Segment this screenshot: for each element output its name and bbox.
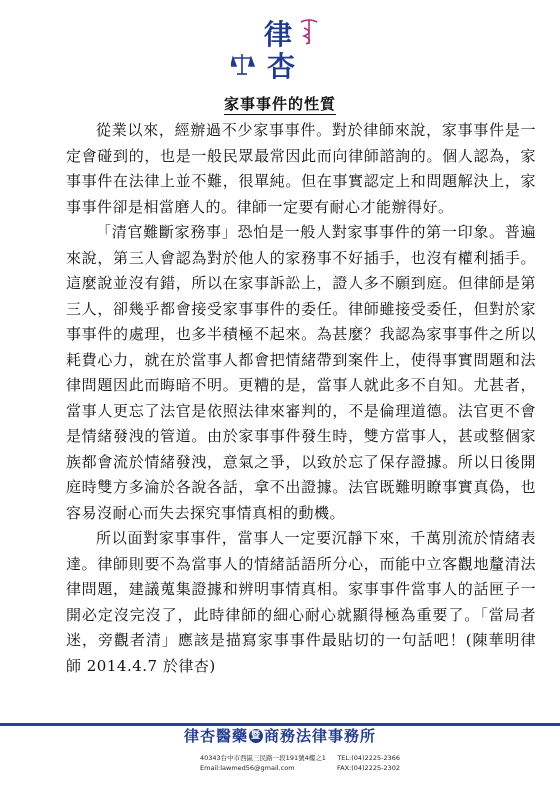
paragraph-2: 「清官難斷家務事」恐怕是一般人對家事事件的第一印象。普遍來說，第三人會認為對於他人的家務事不好插手，也沒有權利插手。這麼說並沒有錯，所以在家事訴訟上，證人多不願到庭。但律師是第三人，卻幾乎都會接受家事事件的委任。律師雖接受委任，但對於家事事件的處理，也多半積極不起來。為甚麼？我認為家事事件之所以耗費心力，就在於當事人都會把情緒帶到案件上，使得事實問題和法律問題因此而晦暗不明。更糟的是，當事人就此多不自知。尤甚者，當事人更忘了法官是依照法律來審判的，不是倫理道德。法官更不會是情緒發洩的管道。由於家事事件發生時，雙方當事人，甚或整個家族都會流於情緒發洩，意氣之爭，以致於忘了保存證據。所以日後開庭時雙方多淪於各說各話，拿不出證據。法官既難明瞭事實真偽，也容易沒耐心而失去探究事情真相的動機。 <box>66 223 536 522</box>
paragraph-3: 所以面對家事事件，當事人一定要沉靜下來，千萬別流於情緒表達。律師則要不為當事人的情緒話語所分心，而能中立客觀地釐清法律問題，建議蒐集證據和辨明事情真相。家事事件當事人的話匣子一開必定沒完沒了，此時律師的細心耐心就顯得極為重要了。「當局者迷，旁觀者清」應該是描寫家事事件最貼切的一句話吧！(陳華明律師 2014.4.7 於律杏) <box>66 529 536 675</box>
phone: TEL:(04)2225-2366 <box>337 754 400 762</box>
firm-name <box>0 725 560 746</box>
contact-block <box>200 753 400 773</box>
article-body <box>66 118 536 679</box>
email[interactable]: Email:lawmed56@gmail.com <box>200 764 295 772</box>
firm-name-left: 律杏醫藥 <box>183 727 248 745</box>
caduceus-icon <box>301 20 317 44</box>
logo-graphic <box>231 14 325 82</box>
address: 40343台中市西區三民路一段191號4樓之1 <box>200 754 326 762</box>
logo-char-bottom: 杏 <box>266 50 296 82</box>
firm-name-right: 商務法律事務所 <box>264 727 377 745</box>
fax: FAX:(04)2225-2302 <box>336 764 400 772</box>
article-title: 家事事件的性質 <box>223 95 336 113</box>
logo-char-top: 律 <box>263 18 293 51</box>
logo <box>231 14 325 82</box>
paragraph-1: 從業以來，經辦過不少家事事件。對於律師來說，家事事件是一定會碰到的，也是一般民眾最常因此而向律師諮詢的。個人認為，家事事件在法律上並不難，很單純。但在事實認定上和問題解決上，家事事件卻是相當磨人的。律師一定要有耐心才能辦得好。 <box>66 121 536 216</box>
article-title-wrap <box>0 93 560 114</box>
scales-of-justice-icon <box>231 54 254 74</box>
firm-name-mark: 暨 <box>250 731 261 741</box>
